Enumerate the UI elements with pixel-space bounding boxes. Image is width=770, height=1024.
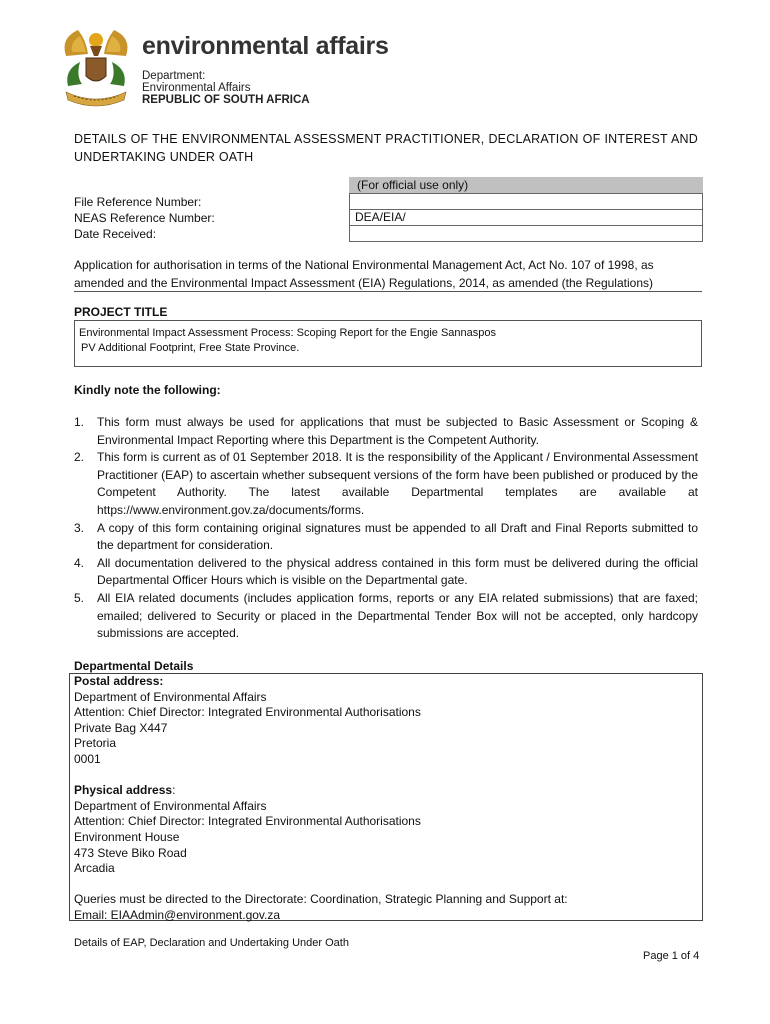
application-statement: Application for authorisation in terms of the National Environmental Management Act, Act No. 107 of 1998, as amended and the Environmental Impact Assessment (EIA) Regulations, 2014, as amended (the Regulations) [74, 258, 654, 290]
postal-line: Department of Environmental Affairs [74, 689, 267, 704]
official-use-header: (For official use only) [349, 177, 703, 193]
project-title-line: PV Additional Footprint, Free State Province. [81, 342, 300, 354]
physical-line: Arcadia [74, 861, 115, 876]
neas-reference-field[interactable]: DEA/EIA/ [349, 209, 703, 226]
list-item: 4. All documentation delivered to the physical address contained in this form must be delivered during the official Departmental Officer Hours which is visible on the Departmental gate. [74, 555, 698, 588]
list-item: 3. A copy of this form containing original signatures must be appended to all Draft and Final Reports submitted to the department for consideration. [74, 520, 698, 553]
dept-line-1: Department: [142, 70, 206, 82]
coat-of-arms-icon [58, 26, 134, 112]
postal-line: Pretoria [74, 736, 117, 751]
departmental-details-title: Departmental Details [74, 659, 194, 673]
list-item: 2. This form is current as of 01 September 2018. It is the responsibility of the Applicant / Environmental Assessment Practitioner (EAP) to ascertain whether subsequent versions of the form have been published or produced by the Competent Authority. The latest available Departmental templates are available at https://www.environment.gov.za/documents/forms. [74, 450, 698, 517]
dept-line-2: Environmental Affairs [142, 82, 251, 94]
project-title-box [74, 320, 702, 367]
neas-reference-label: NEAS Reference Number: [74, 211, 215, 225]
date-received-field[interactable] [349, 225, 703, 242]
footer-title: Details of EAP, Declaration and Undertaking Under Oath [74, 937, 349, 949]
email-text: Email: EIAAdmin@environment.gov.za [74, 907, 281, 922]
physical-line: 473 Steve Biko Road [74, 845, 187, 860]
list-item: 5. All EIA related documents (includes application forms, reports or any EIA related submissions) that are faxed; emailed; delivered to Security or placed in the Departmental Tender Box will not be accepted, only hardcopy submissions are accepted. [74, 590, 698, 641]
physical-line: Attention: Chief Director: Integrated Environmental Authorisations [74, 814, 421, 829]
divider [74, 291, 702, 292]
postal-line: Private Bag X447 [74, 720, 168, 735]
physical-line: Environment House [74, 829, 180, 844]
postal-address-label: Postal address: [74, 674, 164, 688]
notes-title: Kindly note the following: [74, 383, 221, 397]
departmental-details-text [74, 674, 568, 924]
list-item: 1. This form must always be used for applications that must be subjected to Basic Assessment or Scoping & Environmental Impact Reporting where this Department is the Competent Authority. [74, 415, 698, 447]
brand-title: environmental affairs [142, 32, 389, 60]
postal-line: Attention: Chief Director: Integrated Environmental Authorisations [74, 705, 421, 720]
postal-line: 0001 [74, 751, 101, 766]
file-reference-label: File Reference Number: [74, 195, 202, 209]
document-heading: DETAILS OF THE ENVIRONMENTAL ASSESSMENT PRACTITIONER, DECLARATION OF INTEREST AND UNDERTAKING UNDER OATH [74, 132, 698, 164]
project-title-line: Environmental Impact Assessment Process: Scoping Report for the Engie Sannaspos [79, 327, 496, 339]
department-logo [58, 26, 389, 112]
date-received-label: Date Received: [74, 227, 157, 241]
page-number: Page 1 of 4 [643, 950, 700, 962]
project-title-label: PROJECT TITLE [74, 305, 168, 319]
notes-list [74, 414, 698, 643]
file-reference-field[interactable] [349, 193, 703, 210]
dept-line-3: REPUBLIC OF SOUTH AFRICA [142, 94, 310, 106]
physical-line: Department of Environmental Affairs [74, 798, 267, 813]
queries-text: Queries must be directed to the Directorate: Coordination, Strategic Planning and Support at: [74, 892, 568, 907]
physical-address-label: Physical address: [74, 783, 176, 798]
